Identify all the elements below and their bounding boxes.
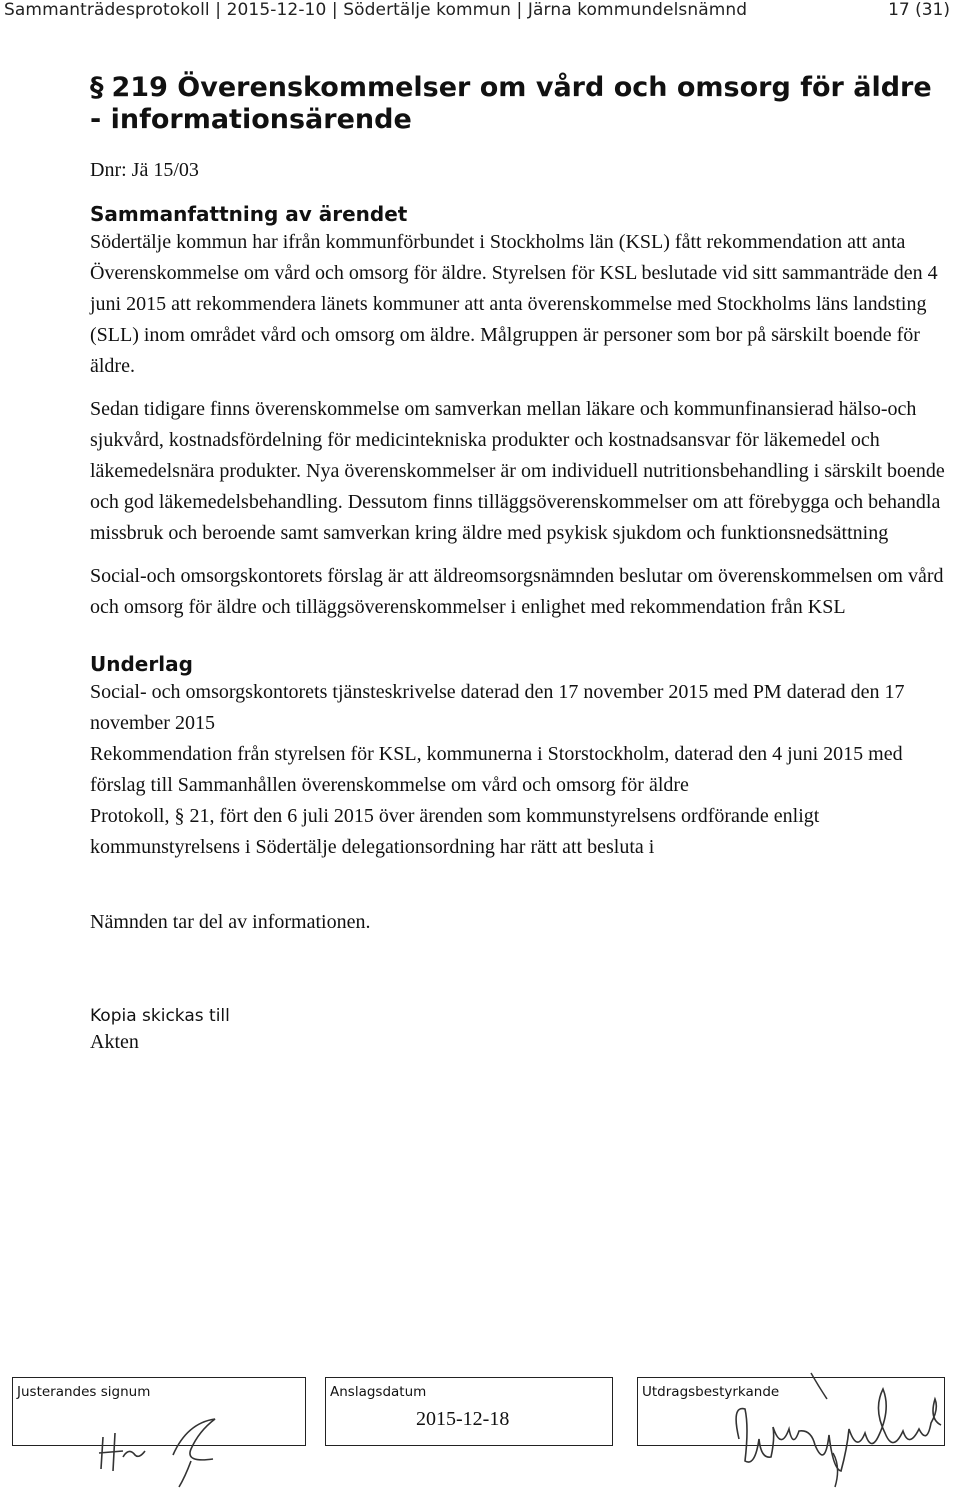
underlag-item-2: Rekommendation från styrelsen för KSL, kommunerna i Storstockholm, daterad den 4 juni 2015 med förslag till Sammanhållen överenskommelse om vård och omsorg för äldre [90,743,903,796]
paragraph-symbol: § [90,72,104,103]
summary-paragraph-2: Sedan tidigare finns överenskommelse om samverkan mellan läkare och kommunfinansierad hälso-och sjukvård, kostnadsfördelning för medicintekniska produkter och kostnadsansvar för läkemedel och läkemedelsnära produkter. Nya överenskommelser är om individuell nutritionsbehandling i särskilt boende och god läkemedelsbehandling. Dessutom finns tilläggsöverenskommelser om att förebygga och behandla missbruk och beroende samt samverkan kring äldre med psykisk sjukdom och funktionsnedsättning [90,398,945,544]
summary-heading: Sammanfattning av ärendet [90,202,408,226]
anslagsdatum-label: Anslagsdatum [330,1384,427,1400]
document-body [90,72,950,1056]
page-header [0,0,960,24]
summary-paragraph-1: Södertälje kommun har ifrån kommunförbundet i Stockholms län (KSL) fått rekommendation att anta Överenskommelse om vård och omsorg för äldre. Styrelsen för KSL beslutade vid sitt sammanträde den 4 juni 2015 att rekommendera länets kommuner att anta överenskommelse med Stockholms läns landsting (SLL) inom området vård och omsorg om äldre. Målgruppen är personer som bor på särskilt boende för äldre. [90,231,938,377]
utdrag-label: Utdragsbestyrkande [642,1384,780,1400]
diary-number: Dnr: Jä 15/03 [90,159,199,181]
underlag-heading: Underlag [90,652,193,676]
justerandes-label: Justerandes signum [17,1384,151,1400]
underlag-item-1: Social- och omsorgskontorets tjänsteskrivelse daterad den 17 november 2015 med PM daterad den 17 november 2015 [90,681,905,734]
page-number: 17 (31) [888,0,950,20]
utdrag-signature [715,1369,960,1494]
decision-text: Nämnden tar del av informationen. [90,911,371,933]
section-title [90,72,950,136]
header-title: Sammanträdesprotokoll | 2015-12-10 | Södertälje kommun | Järna kommundelsnämnd [4,0,748,20]
signature-footer [0,1377,960,1492]
copy-label: Kopia skickas till [90,1006,230,1026]
copy-recipient: Akten [90,1031,139,1053]
anslagsdatum-value: 2015-12-18 [416,1408,510,1430]
justerandes-signature [95,1399,245,1489]
section-title-text: 219 Överenskommelser om vård och omsorg för äldre - informationsärende [90,72,932,135]
anslagsdatum-box [325,1377,613,1446]
summary-paragraph-3: Social-och omsorgskontorets förslag är att äldreomsorgsnämnden beslutar om överenskommelsen om vård och omsorg för äldre och tilläggsöverenskommelser i enlighet med rekommendation från KSL [90,565,944,618]
underlag-item-3: Protokoll, § 21, fört den 6 juli 2015 över ärenden som kommunstyrelsens ordförande enligt kommunstyrelsens i Södertälje delegationsordning har rätt att besluta i [90,805,820,858]
